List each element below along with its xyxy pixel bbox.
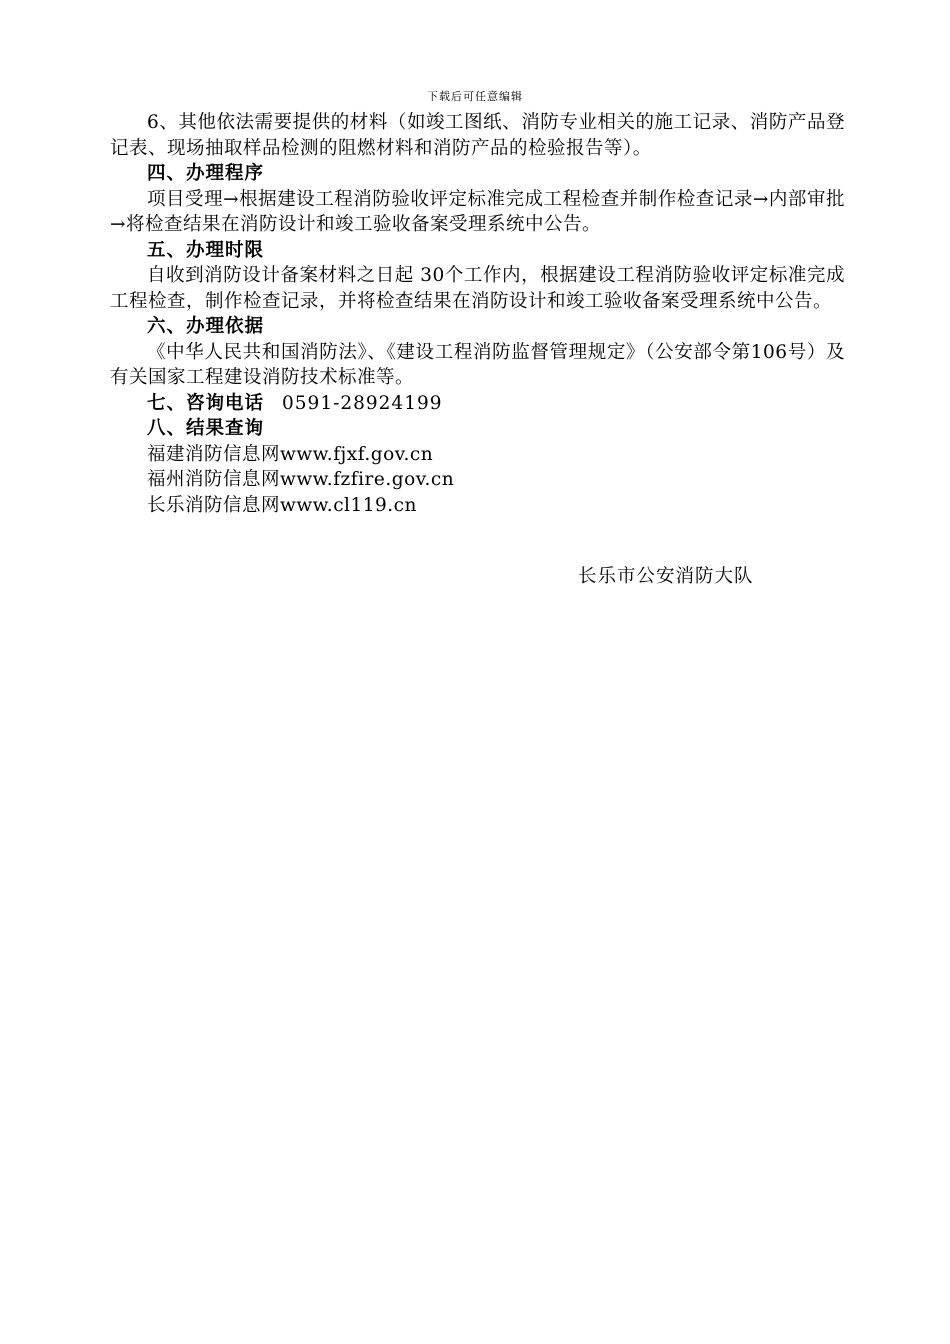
section-8-heading: 八、结果查询 bbox=[147, 418, 265, 439]
header-note: 下载后可任意编辑 bbox=[427, 90, 523, 103]
document-body bbox=[110, 110, 845, 518]
section-7-heading bbox=[110, 391, 845, 417]
consult-phone: 0591-28924199 bbox=[282, 392, 443, 414]
section-4-heading: 四、办理程序 bbox=[147, 163, 265, 184]
section-6-body: 《中华人民共和国消防法》、《建设工程消防监督管理规定》（公安部令第106号）及有关国家工程建设消防技术标准等。 bbox=[110, 341, 845, 388]
section-5-heading: 五、办理时限 bbox=[147, 239, 265, 261]
section-4-body: 项目受理→根据建设工程消防验收评定标准完成工程检查并制作检查记录→内部审批→将检查结果在消防设计和竣工验收备案受理系统中公告。 bbox=[110, 188, 845, 235]
issuer-signature: 长乐市公安消防大队 bbox=[578, 566, 754, 587]
result-link-changle[interactable]: 长乐消防信息网www.cl119.cn bbox=[147, 494, 417, 516]
section-6-heading: 六、办理依据 bbox=[147, 316, 265, 337]
item-6-paragraph: 6、其他依法需要提供的材料（如竣工图纸、消防专业相关的施工记录、消防产品登记表、现场抽取样品检测的阻燃材料和消防产品的检验报告等）。 bbox=[110, 112, 845, 159]
section-7-title: 七、咨询电话 bbox=[147, 392, 265, 414]
result-link-fujian[interactable]: 福建消防信息网www.fjxf.gov.cn bbox=[147, 443, 434, 465]
section-5-body: 自收到消防设计备案材料之日起 30个工作内，根据建设工程消防验收评定标准完成工程检查，制作检查记录，并将检查结果在消防设计和竣工验收备案受理系统中公告。 bbox=[110, 265, 845, 312]
result-link-fuzhou[interactable]: 福州消防信息网www.fzfire.gov.cn bbox=[147, 469, 455, 490]
